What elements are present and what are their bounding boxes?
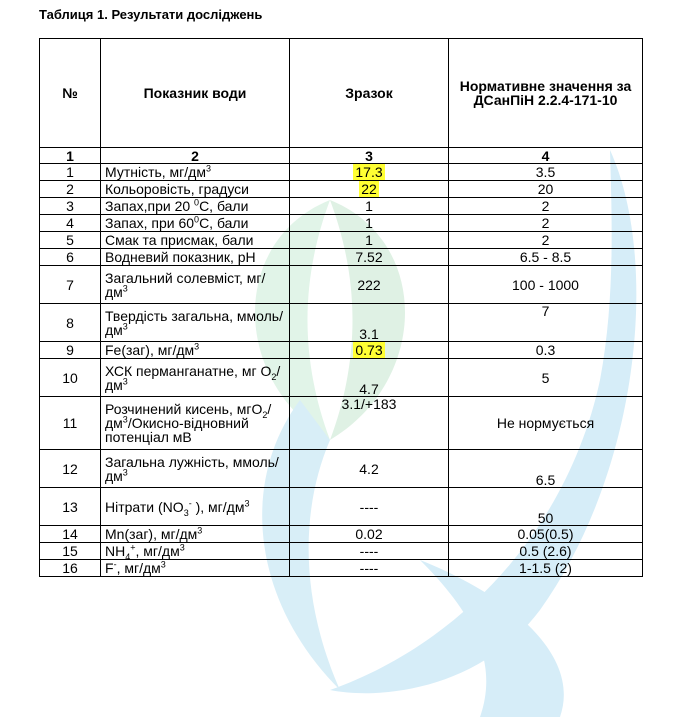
- indicator-part: Смак та присмак, бали: [105, 232, 254, 248]
- header-sample: Зразок: [290, 39, 449, 148]
- table-row: [40, 450, 643, 488]
- table-row: [40, 560, 643, 577]
- table-row: [40, 164, 643, 181]
- header-norm: Нормативне значення за ДСанПіН 2.2.4-171-10: [449, 39, 643, 148]
- table-body: [40, 164, 643, 577]
- sample-value: ----: [359, 498, 379, 515]
- row-indicator: [101, 488, 290, 526]
- table-row: [40, 526, 643, 543]
- indicator-part: Запах,при 20: [105, 198, 195, 214]
- row-norm: 1-1.5 (2): [449, 560, 643, 577]
- indicator-part: Загальна лужність, ммоль/ дм: [105, 453, 279, 484]
- row-sample: [290, 304, 449, 342]
- sample-value: ----: [359, 543, 379, 559]
- row-number: 3: [40, 198, 101, 215]
- indicator-part: С, бали: [199, 198, 249, 214]
- row-sample: [290, 560, 449, 577]
- row-norm: 7: [449, 304, 643, 342]
- row-indicator: [101, 359, 290, 397]
- indicator-part: Fe(заг), мг/дм: [105, 342, 195, 358]
- row-sample: [290, 397, 449, 450]
- indicator-part: , мг/дм: [135, 543, 180, 559]
- table-row: [40, 249, 643, 266]
- indicator-part: Mn(заг), мг/дм: [105, 526, 198, 542]
- colnum-2: 2: [101, 148, 290, 164]
- row-number: 16: [40, 560, 101, 577]
- sample-value: 3.1/+183: [341, 396, 397, 412]
- row-norm: 2: [449, 198, 643, 215]
- sample-value-highlighted: 0.73: [355, 342, 383, 358]
- sample-value: 4.2: [359, 460, 379, 477]
- row-sample: [290, 359, 449, 397]
- colnum-3: 3: [290, 148, 449, 164]
- row-norm: 0.05(0.5): [449, 526, 643, 543]
- indicator-part: /дм: [105, 362, 281, 393]
- indicator-part: 3: [122, 414, 128, 425]
- indicator-part: ), мг/дм: [191, 498, 245, 515]
- row-sample: [290, 215, 449, 232]
- row-sample: [290, 543, 449, 560]
- row-number: 11: [40, 397, 101, 450]
- indicator-part: Мутність, мг/дм: [105, 164, 206, 180]
- sample-value: 3.1: [359, 326, 379, 342]
- table-row: [40, 397, 643, 450]
- row-norm: 2: [449, 215, 643, 232]
- indicator-part: С, бали: [199, 215, 249, 231]
- row-number: 6: [40, 249, 101, 266]
- indicator-part: -: [188, 497, 192, 508]
- indicator-part: Розчинений кисень, мгО: [105, 401, 263, 417]
- indicator-part: 3: [122, 466, 128, 477]
- indicator-part: Нітрати (NO: [105, 498, 184, 515]
- row-indicator: [101, 181, 290, 198]
- indicator-part: 3: [122, 282, 128, 293]
- row-norm: 0.3: [449, 342, 643, 359]
- row-indicator: [101, 526, 290, 543]
- table-row: [40, 342, 643, 359]
- row-indicator: [101, 249, 290, 266]
- sample-value: 222: [357, 276, 381, 293]
- indicator-part: 3: [160, 559, 166, 570]
- indicator-part: Твердість загальна, ммоль/дм: [105, 307, 283, 338]
- row-number: 4: [40, 215, 101, 232]
- table-row: [40, 304, 643, 342]
- row-number: 2: [40, 181, 101, 198]
- row-sample: [290, 181, 449, 198]
- row-indicator: [101, 560, 290, 577]
- sample-value: 0.02: [355, 526, 383, 542]
- row-indicator: [101, 342, 290, 359]
- row-norm: 50: [449, 488, 643, 526]
- row-sample: [290, 249, 449, 266]
- indicator-part: Водневий показник, рН: [105, 249, 256, 265]
- table-row: [40, 232, 643, 249]
- indicator-part: , мг/дм: [116, 560, 161, 576]
- row-number: 8: [40, 304, 101, 342]
- sample-value: 1: [365, 232, 373, 248]
- row-indicator: [101, 543, 290, 560]
- indicator-part: F: [105, 560, 114, 576]
- colnum-1: 1: [40, 148, 101, 164]
- row-norm: 0.5 (2.6): [449, 543, 643, 560]
- row-indicator: [101, 232, 290, 249]
- table-row: [40, 359, 643, 397]
- header-indicator: Показник води: [101, 39, 290, 148]
- row-number: 12: [40, 450, 101, 488]
- row-norm: 100 - 1000: [449, 266, 643, 304]
- indicator-part: 3: [244, 497, 250, 508]
- row-indicator: [101, 198, 290, 215]
- row-number: 14: [40, 526, 101, 543]
- indicator-part: Запах, при 60: [105, 215, 195, 231]
- indicator-part: 2: [262, 409, 268, 420]
- sample-value: 1: [365, 198, 373, 214]
- indicator-part: 0: [194, 197, 200, 208]
- sample-value: 4.7: [359, 381, 379, 397]
- indicator-part: -: [113, 559, 117, 570]
- indicator-part: 3: [122, 375, 128, 386]
- row-norm: Не нормується: [449, 397, 643, 450]
- indicator-part: +: [130, 542, 136, 553]
- indicator-part: 3: [122, 320, 128, 331]
- table-row: [40, 181, 643, 198]
- table-row: [40, 198, 643, 215]
- row-number: 1: [40, 164, 101, 181]
- indicator-part: 2: [271, 371, 277, 382]
- row-number: 15: [40, 543, 101, 560]
- row-indicator: [101, 304, 290, 342]
- row-norm: 3.5: [449, 164, 643, 181]
- indicator-part: Кольоровість, градуси: [105, 181, 249, 197]
- sample-value: 1: [365, 215, 373, 231]
- row-indicator: [101, 164, 290, 181]
- row-number: 7: [40, 266, 101, 304]
- row-sample: [290, 342, 449, 359]
- row-indicator: [101, 397, 290, 450]
- header-num: №: [40, 39, 101, 148]
- row-indicator: [101, 266, 290, 304]
- row-norm: 6.5 - 8.5: [449, 249, 643, 266]
- row-norm: 6.5: [449, 450, 643, 488]
- table-caption: Таблиця 1. Результати досліджень: [39, 7, 263, 22]
- row-sample: [290, 526, 449, 543]
- row-sample: [290, 198, 449, 215]
- results-table: [39, 38, 643, 577]
- row-indicator: [101, 450, 290, 488]
- indicator-part: 3: [183, 507, 189, 518]
- row-number: 13: [40, 488, 101, 526]
- row-norm: 2: [449, 232, 643, 249]
- row-norm: 5: [449, 359, 643, 397]
- table-row: [40, 543, 643, 560]
- indicator-part: 3: [179, 542, 185, 553]
- indicator-part: ХСК перманганатне, мг O: [105, 362, 272, 379]
- sample-value: ----: [359, 560, 379, 576]
- indicator-part: /дм: [105, 401, 272, 431]
- indicator-part: 0: [194, 214, 200, 225]
- row-sample: [290, 232, 449, 249]
- row-number: 10: [40, 359, 101, 397]
- row-sample: [290, 450, 449, 488]
- row-number: 5: [40, 232, 101, 249]
- indicator-part: Загальний солевміст, мг/дм: [105, 269, 266, 300]
- row-sample: [290, 266, 449, 304]
- indicator-part: 3: [205, 163, 211, 174]
- colnum-4: 4: [449, 148, 643, 164]
- table-row: [40, 488, 643, 526]
- table-row: [40, 215, 643, 232]
- row-number: 9: [40, 342, 101, 359]
- indicator-part: 4: [125, 551, 131, 562]
- indicator-part: 3: [194, 341, 200, 352]
- row-sample: [290, 164, 449, 181]
- sample-value-highlighted: 17.3: [355, 164, 383, 180]
- indicator-part: /Окисно-відновний потенціал мВ: [105, 415, 249, 445]
- row-indicator: [101, 215, 290, 232]
- row-sample: [290, 488, 449, 526]
- indicator-part: NH: [105, 543, 126, 559]
- table-row: [40, 266, 643, 304]
- indicator-part: 3: [197, 525, 203, 536]
- sample-value-highlighted: 22: [361, 181, 377, 197]
- sample-value: 7.52: [355, 249, 383, 265]
- row-norm: 20: [449, 181, 643, 198]
